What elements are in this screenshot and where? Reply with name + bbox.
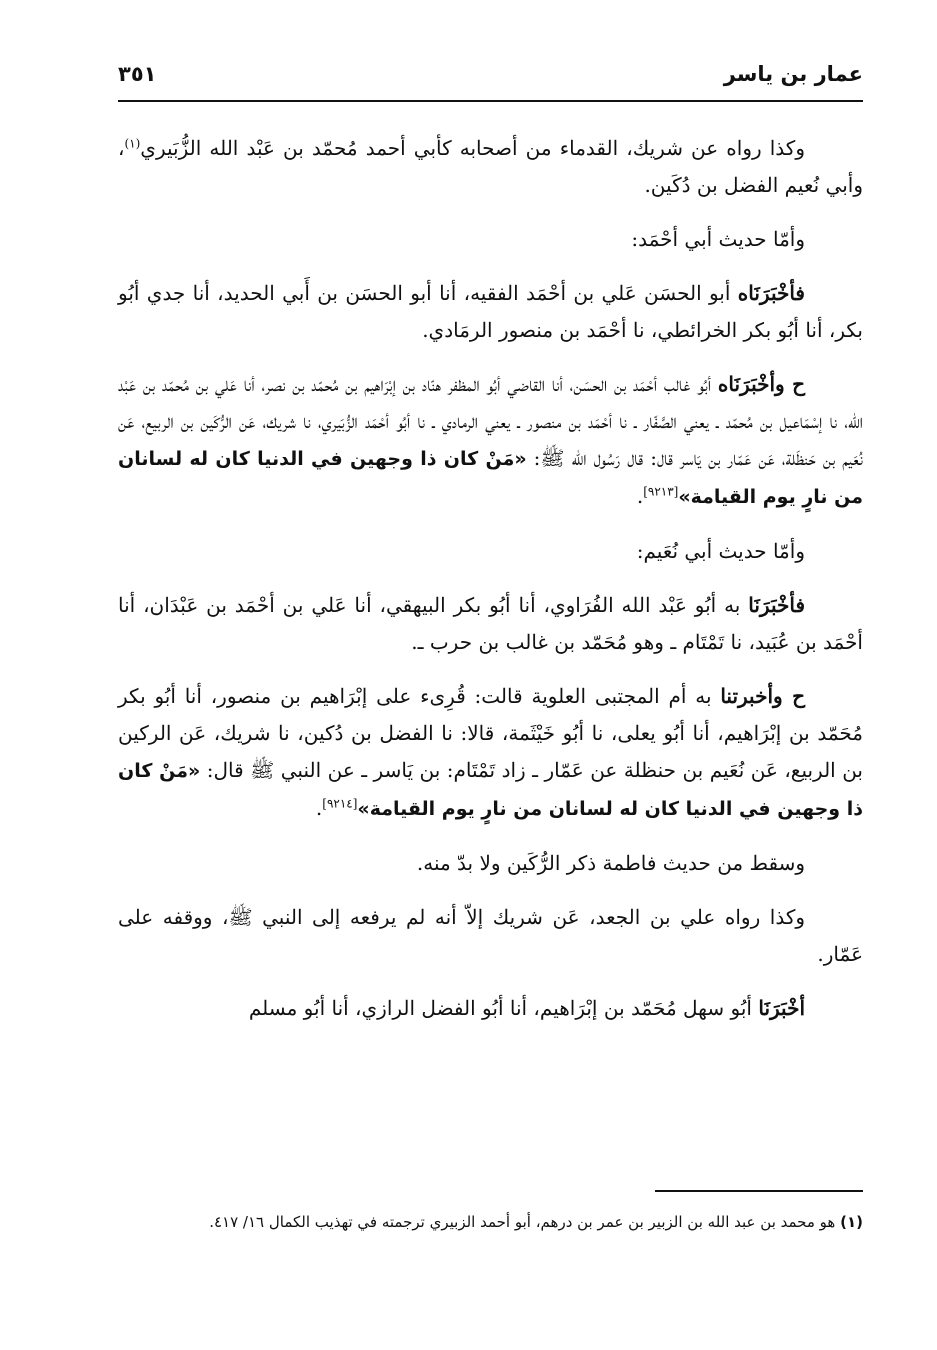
reference-marker: [٩٢١٤] [322, 796, 358, 811]
text-segment: وأمّا حديث أبي نُعَيم: [636, 539, 805, 563]
text-segment: به أبُو عَبْد الله الفُرَاوي، أنا أبُو بكر البيهقي، أنا عَلي بن أحْمَد بن عَبْدَان، أنا أحْمَد بن عُبَيد، نا تَمْتَام ـ وهو مُحَمّد بن غالب بن حرب ـ. [118, 593, 863, 654]
paragraph [118, 130, 863, 204]
text-segment: به أم المجتبى العلوية قالت: قُرِىء على إبْرَاهيم بن منصور، أنا أبُو بكر مُحَمّد بن إبْرَاهيم، أنا أبُو يعلى، نا أبُو خَيْثَمة، قالا: نا الفضل بن دُكين، نا شريك، عَن الركين بن الربيع، عَن نُعَيم بن حنظلة عن عَمّار ـ زاد تَمْتَام: بن يَاسر ـ عن النبي ﷺ قال: [118, 684, 864, 782]
text-segment: وكذا رواه عن شريك، القدماء من أصحابه كأبي أحمد مُحمّد بن عَبْد الله الزُّبَيري [140, 136, 805, 160]
page-header [118, 60, 863, 94]
hadith-text: «مَنْ كان ذا وجهين في الدنيا كان له لسانان من نارٍ يوم القيامة» [118, 760, 863, 820]
text-segment: أبُو غالب أحْمَد بن الحسَن، أنا القاضي أبُو المظفر هنّاد بن إبْرَاهيم بن مُحمّد بن نصر، أنا عَلي بن مُحمّد بن عَبْد الله، نا إسْمَاعيل بن مُحمّد ـ يعني الصَّفّار ـ نا أحْمَد بن منصور ـ يعني الرمادي ـ نا أبُو أحْمَد الزُّبَيري، نا شريك، عَن الرُّكَين بن الربيع، عَن نُعَيم بن حَنظَلة، عَن عَمّار بن يَاسر قال: قال رَسُول الله ﷺ: [118, 372, 863, 470]
text-segment: ، وأبي نُعيم الفضل بن دُكَين. [118, 136, 863, 197]
running-title: عمار بن ياسر [723, 62, 863, 86]
text-segment: . [315, 796, 323, 820]
page-number: ٣٥١ [118, 62, 157, 86]
text-segment: وكذا رواه علي بن الجعد، عَن شريك إلاّ أنه لم يرفعه إلى النبي ﷺ، ووقفه على عَمّار. [118, 905, 863, 966]
header-rule [118, 100, 863, 102]
chain-keyword: فأخْبَرَنَاه [737, 281, 805, 305]
text-segment: وأمّا حديث أبي أحْمَد: [631, 227, 805, 251]
paragraph [118, 366, 863, 516]
chain-keyword: ح وأخبرتنا [720, 684, 805, 708]
paragraph [118, 845, 863, 882]
paragraph [118, 678, 863, 828]
paragraph [118, 221, 863, 258]
footnote-rule [655, 1190, 863, 1192]
footnote-text: هو محمد بن عبد الله بن الزبير بن عمر بن درهم، أبو أحمد الزبيري ترجمته في تهذيب الكمال ١٦/ ٤١٧. [209, 1213, 836, 1231]
paragraph [118, 587, 863, 661]
text-segment: أبُو سهل مُحَمّد بن إبْرَاهيم، أنا أبُو الفضل الرازي، أنا أبُو مسلم [248, 996, 759, 1020]
text-segment: أبو الحسَن عَلي بن أحْمَد الفقيه، أنا أبو الحسَن بن أَبي الحديد، أنا جدي أبُو بكر، أنا أبُو بكر الخرائطي، نا أحْمَد بن منصور الرمَادي. [118, 281, 863, 342]
paragraph [118, 990, 863, 1027]
text-segment: وسقط من حديث فاطمة ذكر الرُّكَين ولا بدّ منه. [416, 851, 805, 875]
main-text [118, 130, 863, 1044]
chain-keyword: أخْبَرَنَا [758, 996, 805, 1020]
chain-keyword: فأخْبَرَنَا [748, 593, 805, 617]
paragraph [118, 899, 863, 973]
reference-marker: (١) [124, 136, 141, 151]
footnote-marker: (١) [840, 1213, 863, 1231]
footnote [118, 1205, 863, 1239]
chain-keyword: ح وأخْبَرَنَاه [717, 372, 805, 396]
paragraph [118, 533, 863, 570]
paragraph [118, 275, 863, 349]
text-segment: . [636, 484, 644, 508]
reference-marker: [٩٢١٣] [643, 484, 679, 499]
hadith-text: «مَنْ كان ذا وجهين في الدنيا كان له لسانان من نارٍ يوم القيامة» [118, 448, 863, 508]
